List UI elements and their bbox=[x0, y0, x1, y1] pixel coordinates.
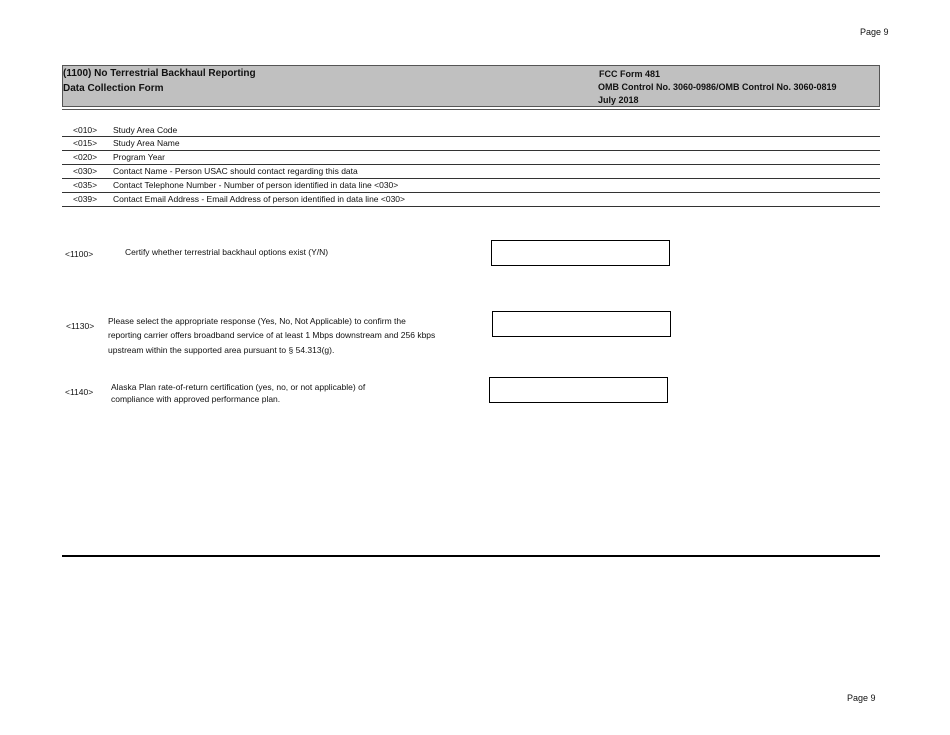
study-area-info-table bbox=[62, 124, 880, 207]
data-line-code: <015> bbox=[73, 138, 98, 148]
form-name: FCC Form 481 bbox=[599, 69, 661, 79]
table-row bbox=[62, 151, 880, 165]
question-text-1130-line1: Please select the appropriate response (Yes, No, Not Applicable) to confirm the bbox=[108, 316, 406, 326]
form-title: (1100) No Terrestrial Backhaul Reporting bbox=[63, 68, 256, 79]
data-line-label: Contact Name - Person USAC should contact regarding this data bbox=[113, 166, 358, 176]
answer-input-1140[interactable] bbox=[489, 377, 668, 403]
data-line-code: <010> bbox=[73, 125, 98, 135]
form-date: July 2018 bbox=[598, 95, 639, 105]
question-text-1100: Certify whether terrestrial backhaul options exist (Y/N) bbox=[125, 247, 329, 257]
data-line-label: Contact Telephone Number - Number of person identified in data line <030> bbox=[113, 180, 399, 190]
data-line-code: <039> bbox=[73, 194, 98, 204]
data-line-label: Contact Email Address - Email Address of person identified in data line <030> bbox=[113, 194, 406, 204]
omb-control-number: OMB Control No. 3060-0986/OMB Control No. 3060-0819 bbox=[598, 82, 837, 92]
header-underline bbox=[62, 107, 880, 110]
table-row bbox=[62, 137, 880, 151]
table-row bbox=[62, 124, 880, 137]
data-line-code: <035> bbox=[73, 180, 98, 190]
question-text-1130-line2: reporting carrier offers broadband service of at least 1 Mbps downstream and 256 kbps bbox=[108, 330, 436, 340]
page-number-top: Page 9 bbox=[860, 27, 889, 37]
data-line-label: Study Area Code bbox=[113, 125, 178, 135]
question-code-1140: <1140> bbox=[65, 387, 94, 397]
table-row bbox=[62, 179, 880, 193]
question-text-1140-line1: Alaska Plan rate-of-return certification (yes, no, or not applicable) of bbox=[111, 382, 366, 392]
form-header bbox=[62, 65, 880, 107]
data-line-code: <020> bbox=[73, 152, 98, 162]
question-code-1100: <1100> bbox=[65, 249, 94, 259]
answer-input-1100[interactable] bbox=[491, 240, 670, 266]
data-line-code: <030> bbox=[73, 166, 98, 176]
table-row bbox=[62, 165, 880, 179]
page-number-bottom: Page 9 bbox=[847, 693, 876, 703]
data-line-label: Study Area Name bbox=[113, 138, 180, 148]
form-subtitle: Data Collection Form bbox=[63, 83, 164, 94]
question-code-1130: <1130> bbox=[66, 321, 95, 331]
question-text-1140-line2: compliance with approved performance plan. bbox=[111, 394, 281, 404]
table-row bbox=[62, 193, 880, 207]
data-line-label: Program Year bbox=[113, 152, 165, 162]
answer-input-1130[interactable] bbox=[492, 311, 671, 337]
question-text-1130-line3: upstream within the supported area pursuant to § 54.313(g). bbox=[108, 345, 335, 355]
section-divider bbox=[62, 555, 880, 557]
